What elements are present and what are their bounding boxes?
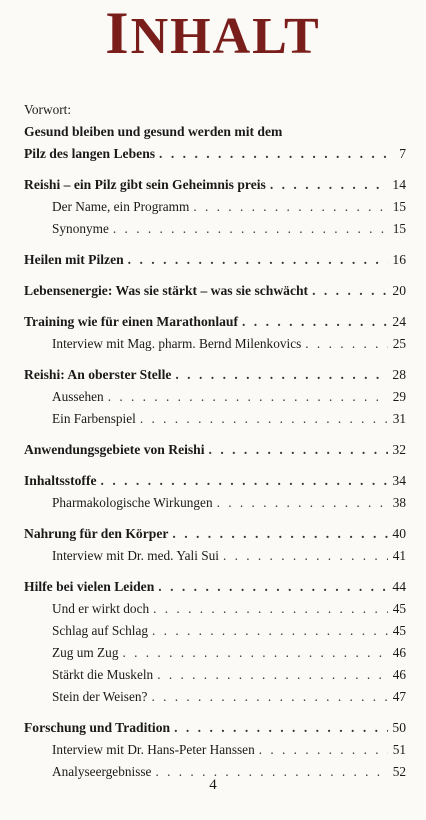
toc-entry-title: Interview mit Dr. med. Yali Sui (52, 548, 219, 563)
toc-entry-title: Interview mit Dr. Hans-Peter Hanssen (52, 742, 255, 757)
toc-subentry[interactable] (24, 218, 406, 240)
toc-page-number: 25 (392, 336, 406, 351)
toc-page-number: 24 (392, 314, 406, 329)
toc-entry-title: Synonyme (52, 221, 109, 236)
toc-page-number: 14 (392, 177, 406, 192)
dot-leader (157, 664, 388, 686)
toc-subentry[interactable] (24, 620, 406, 642)
dot-leader (128, 249, 388, 271)
dot-leader (172, 523, 388, 545)
section-gap (24, 461, 406, 470)
dot-leader (152, 620, 388, 642)
toc-entry-title: Schlag auf Schlag (52, 623, 149, 638)
toc-page-number: 34 (392, 473, 406, 488)
section-gap (24, 355, 406, 364)
dot-leader (140, 408, 388, 430)
dot-leader (122, 642, 388, 664)
toc-page-number: 16 (392, 252, 406, 267)
toc-page-number: 46 (392, 645, 406, 660)
toc-entry-title: Hilfe bei vielen Leiden (24, 579, 155, 594)
toc-page-number: 20 (392, 283, 406, 298)
toc-entry-title: Inhaltsstoffe (24, 473, 97, 488)
toc-entry[interactable] (24, 249, 406, 271)
toc-entry[interactable] (24, 717, 406, 739)
toc-entry[interactable] (24, 143, 406, 165)
page-title-rest: NHALT (130, 8, 321, 65)
page-title-initial: I (105, 0, 131, 66)
dot-leader (259, 739, 388, 761)
dot-leader (101, 470, 388, 492)
toc-page-number: 44 (392, 579, 406, 594)
toc-subentry[interactable] (24, 642, 406, 664)
dot-leader (174, 717, 388, 739)
table-of-contents (24, 99, 406, 783)
dot-leader (305, 333, 388, 355)
toc-page-number: 47 (392, 689, 406, 704)
toc-subentry[interactable] (24, 196, 406, 218)
toc-entry-title: Stein der Weisen? (52, 689, 148, 704)
toc-page-number: 15 (392, 199, 406, 214)
dot-leader (242, 311, 388, 333)
toc-entry-title: Der Name, ein Programm (52, 199, 190, 214)
toc-subentry[interactable] (24, 492, 406, 514)
section-gap (24, 430, 406, 439)
toc-page-number: 51 (392, 742, 406, 757)
dot-leader (153, 598, 388, 620)
dot-leader (175, 364, 388, 386)
toc-entry[interactable] (24, 439, 406, 461)
toc-page-number: 28 (392, 367, 406, 382)
dot-leader (108, 386, 388, 408)
toc-entry-title: Pilz des langen Lebens (24, 146, 156, 161)
section-gap (24, 165, 406, 174)
dot-leader (270, 174, 388, 196)
toc-entry-title: Nahrung für den Körper (24, 526, 169, 541)
toc-page-number: 46 (392, 667, 406, 682)
dot-leader (151, 686, 388, 708)
toc-subentry[interactable] (24, 739, 406, 761)
toc-entry[interactable] (24, 470, 406, 492)
toc-entry-title: Stärkt die Muskeln (52, 667, 154, 682)
dot-leader (193, 196, 388, 218)
toc-page-number: 52 (392, 764, 406, 779)
toc-entry[interactable] (24, 121, 406, 143)
toc-page-number: 31 (392, 411, 406, 426)
toc-entry-title: Ein Farbenspiel (52, 411, 136, 426)
toc-entry[interactable] (24, 99, 406, 121)
dot-leader (159, 143, 388, 165)
section-gap (24, 302, 406, 311)
toc-subentry[interactable] (24, 408, 406, 430)
toc-entry[interactable] (24, 311, 406, 333)
toc-entry-title: Interview mit Mag. pharm. Bernd Milenkovics (52, 336, 302, 351)
section-gap (24, 514, 406, 523)
toc-page-number: 38 (392, 495, 406, 510)
toc-entry-title: Anwendungsgebiete von Reishi (24, 442, 205, 457)
dot-leader (113, 218, 388, 240)
toc-entry-title: Heilen mit Pilzen (24, 252, 124, 267)
toc-subentry[interactable] (24, 598, 406, 620)
toc-page-number: 45 (392, 623, 406, 638)
toc-entry[interactable] (24, 364, 406, 386)
toc-page-number: 32 (392, 442, 406, 457)
toc-entry-title: Und er wirkt doch (52, 601, 150, 616)
toc-page-number: 40 (392, 526, 406, 541)
toc-subentry[interactable] (24, 545, 406, 567)
toc-subentry[interactable] (24, 333, 406, 355)
dot-leader (312, 280, 388, 302)
toc-entry[interactable] (24, 523, 406, 545)
toc-subentry[interactable] (24, 664, 406, 686)
toc-entry-title: Aussehen (52, 389, 104, 404)
toc-entry-title: Forschung und Tradition (24, 720, 171, 735)
toc-entry-title: Vorwort: (24, 102, 72, 117)
toc-entry-title: Gesund bleiben und gesund werden mit dem (24, 124, 283, 139)
section-gap (24, 567, 406, 576)
toc-entry-title: Pharmakologische Wirkungen (52, 495, 213, 510)
toc-subentry[interactable] (24, 686, 406, 708)
page-title (0, 2, 426, 68)
toc-entry[interactable] (24, 576, 406, 598)
dot-leader (158, 576, 388, 598)
toc-entry-title: Reishi – ein Pilz gibt sein Geheimnis preis (24, 177, 266, 192)
dot-leader (223, 545, 388, 567)
toc-entry-title: Training wie für einen Marathonlauf (24, 314, 238, 329)
dot-leader (209, 439, 388, 461)
toc-subentry[interactable] (24, 386, 406, 408)
toc-entry-title: Reishi: An oberster Stelle (24, 367, 172, 382)
section-gap (24, 240, 406, 249)
page-number: 4 (209, 777, 217, 793)
toc-entry[interactable] (24, 280, 406, 302)
section-gap (24, 271, 406, 280)
section-gap (24, 708, 406, 717)
toc-page-number: 15 (392, 221, 406, 236)
toc-page-number: 41 (392, 548, 406, 563)
toc-entry-title: Analyseergebnisse (52, 764, 152, 779)
dot-leader (217, 492, 388, 514)
toc-page-number: 45 (392, 601, 406, 616)
toc-entry[interactable] (24, 174, 406, 196)
toc-page-number: 29 (392, 389, 406, 404)
toc-page-number: 50 (392, 720, 406, 735)
toc-entry-title: Zug um Zug (52, 645, 119, 660)
toc-entry-title: Lebensenergie: Was sie stärkt – was sie schwächt (24, 283, 309, 298)
toc-page-number: 7 (399, 146, 406, 161)
